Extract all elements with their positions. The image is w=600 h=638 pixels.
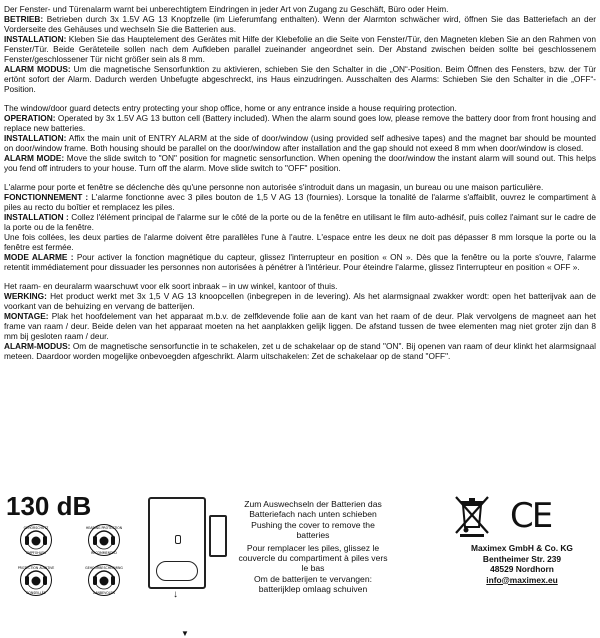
french-intro: L'alarme pour porte et fenêtre se déclenche dès qu'une personne non autorisée s'introduit dans un magasin, un bureau ou une maison particulière. [4,182,544,192]
dutch-werking [4,291,596,311]
decibel-label: 130 dB [6,491,92,521]
battery-cover-icon [156,561,198,638]
german-installation-text: Kleben Sie das Hauptelement des Gerätes mit Hilfe der Klebefolie an die Seite von Fenster/Tür, den Magneten kleben Sie an den Rahmen von Fenster/Tür. Beide Geräteteile sollen nach dem Aufkleben parallel zueinander angeordnet sein. Der Abstand zwischen beiden sollte bei geschlossenem Fenster/geschlossener Tür nicht größer sein als 8 mm. [4,34,596,64]
dutch-intro: Het raam- en deuralarm waarschuwt voor elk soort inbraak – in uw winkel, kantoor of thuis. [4,281,338,291]
company-name: Maximex GmbH & Co. KG [471,543,573,553]
german-alarm [4,64,596,94]
german-installation [4,34,596,64]
english-intro: The window/door guard detects entry protecting your shop office, home or any entrance inside a house requiring protection. [4,103,457,113]
device-button-icon [175,535,181,544]
hearing-badge-en [74,523,134,557]
hearing-badge-top-text: PROTECTION AUDITIVE [17,566,55,570]
battery-instructions-nl: Om de batterijen te vervangen: batterijklep omlaag schuiven [254,573,372,595]
company-city: 48529 Nordhorn [490,564,554,574]
magnet-bar-illustration [209,515,227,557]
english-installation-text: Affix the main unit of ENTRY ALARM at the side of door/window (using provided self adhesive tapes) and the magnet bar should be mounted on door/window frame. Both housing should be parallel on the door/window after installation and the gap should not exeed 8 mm when door/window is closed. [4,133,596,153]
english-installation-label: INSTALLATION: [4,133,67,143]
german-alarm-text: Um die magnetische Sensorfunktion zu aktivieren, schieben Sie den Schalter in die „ON“-Position. Beim Öffnen des Fensters, bzw. der Tür ertönt sofort der Alarm. Dadurch werden Unbefugte abgeschreckt, ins Haus einzudringen. Ausschalten des Alarms: Schieben Sie den Schalter in die „OFF“-Position. [4,64,597,94]
section-english [4,103,596,173]
battery-instructions-de: Zum Auswechseln der Batterien das Batteriefach nach unten schieben [244,499,382,520]
english-operation-text: Operated by 3x 1.5V AG 13 button cell (Battery included). When the alarm sound goes low, please remove the battery door from front housing and replace new batteries. [4,113,596,133]
german-betrieb [4,14,596,34]
company-address [448,543,596,585]
door-alarm-device-illustration [148,497,206,638]
english-installation [4,133,596,153]
company-street: Bentheimer Str. 239 [482,553,562,564]
battery-instructions-fr: Pour remplacer les piles, glissez le couvercle du compartiment à piles vers le bas [238,542,388,574]
hearing-badge-bottom-text: EMPFOHLEN [26,551,46,555]
french-mode-label: MODE ALARME : [4,252,74,262]
french-installation [4,212,596,232]
dutch-alarm [4,341,596,361]
dutch-montage-label: MONTAGE: [4,311,49,321]
battery-instructions [238,499,388,595]
dutch-alarm-label: ALARM-MODUS: [4,341,71,351]
english-alarm-label: ALARM MODE: [4,153,65,163]
french-installation-2: Une fois collées, les deux parties de l'alarme doivent être parallèles l'une à l'autre. L'espace entre les deux ne doit pas dépasser 8 mm lorsque la porte ou la fenêtre est fermée. [4,232,596,252]
french-mode-text: Pour activer la fonction magnétique du capteur, glissez l'interrupteur en position « ON ». Dès que la fenêtre ou la porte s'ouvre, l'alarme retentit immédiatement pour dissuader les personnes non autorisées à pénétrer à l'intérieur. Pour éteindre l'alarme, glissez l'interrupteur en position « OFF ». [4,252,596,272]
french-installation-label: INSTALLATION : [4,212,69,222]
german-alarm-label: ALARM MODUS: [4,64,71,74]
ear-protection-icon [6,523,66,557]
hearing-badge-bottom-text: AANBEVOLEN [93,591,115,595]
german-intro: Der Fenster- und Türenalarm warnt bei unberechtigtem Eindringen in jeder Art von Zugang zu Geschäft, Büro oder Heim. [4,4,449,14]
dutch-werking-label: WERKING: [4,291,47,301]
dutch-alarm-text: Om de magnetische sensorfunctie in te schakelen, zet u de schakelaar op de stand "ON". Bij openen van raam of deur klinkt het alarmsignaal meteen. Daardoor worden mogelijke onbevoegden afgeschrikt. Alarm uitschakelen: Zet de schakelaar op de stand "OFF". [4,341,596,361]
dutch-montage [4,311,596,341]
english-alarm [4,153,596,173]
ce-mark: CE [510,496,552,536]
hearing-badge-top-text: GEHÖRSCHUTZ [23,526,49,530]
dutch-werking-text: Het product werkt met 3x 1,5 V AG 13 knoopcellen (inbegrepen in de levering). Als het alarmsignaal zwakker wordt: open het batterijvak aan de voorkant van de behuizing en vervang de batterijen. [4,291,596,311]
french-fonction-text: L'alarme fonctionne avec 3 piles bouton de 1,5 V AG 13 (fournies). Lorsque la tonalité de l'alarme s'affaiblit, ouvrez le compartiment à piles au recto du boîtier et remplacez les piles. [4,192,596,212]
french-fonction [4,192,596,212]
hearing-badge-bottom-text: RECOMMENDED [91,551,117,555]
ear-protection-icon [74,523,134,557]
english-operation-label: OPERATION: [4,113,56,123]
hearing-badge-top-text: GEHOORBESCHERMING [85,566,123,570]
ear-protection-icon [6,563,66,597]
german-installation-label: INSTALLATION: [4,34,67,44]
company-email: info@maximex.eu [486,574,558,585]
german-betrieb-text: Betrieben durch 3x 1.5V AG 13 Knopfzelle (im Lieferumfang enthalten). Wenn der Alarmton schwächer wird, öffnen Sie das Batteriefach an der Vorderseite des Gehäuses und wechseln Sie die Batterien aus. [4,14,597,34]
french-fonction-label: FONCTIONNEMENT : [4,192,89,202]
hearing-badge-nl [74,563,134,597]
dutch-montage-text: Plak het hoofdelement van het apparaat m.b.v. de zelfklevende folie aan de kant van het raam of de deur. Plak vervolgens de magneet aan het frame van raam / deur. Beide delen van het apparaat moeten na het aanplakken gelijk liggen. De afstand tussen de twee elementen mag niet groter zijn dan 8 mm bij gesloten raam / deur. [4,311,596,341]
french-installation-text: Collez l'élément principal de l'alarme sur le côté de la porte ou de la fenêtre en utilisant le film auto-adhésif, puis collez l'aimant sur le cadre de la porte ou de la fenêtre. [4,212,596,232]
hearing-badge-de [6,523,66,557]
battery-instructions-en: Pushing the cover to remove the batteries [251,519,375,541]
footer-strip [0,491,600,638]
hearing-badge-bottom-text: CONSEILLÉE [26,591,46,595]
hearing-badge-top-text: HEARING PROTECTION [85,526,123,530]
french-mode [4,252,596,272]
english-alarm-text: Move the slide switch to "ON" position for magnetic sensorfunction. When opening the door/window the instant alarm will sound out. This helps you fend off intruders to your house. Turn off the alarm. Move slide switch to "OFF" position. [4,153,596,173]
section-french [4,182,596,272]
slide-arrow-icon: ▼ [181,629,189,638]
crossed-out-wheelie-bin-icon [452,493,492,537]
down-arrow-icon: ↓ [173,589,178,600]
german-betrieb-label: BETRIEB: [4,14,44,24]
hearing-badge-fr [6,563,66,597]
section-dutch [4,281,596,361]
ear-protection-icon [74,563,134,597]
section-german [4,4,596,94]
english-operation [4,113,596,133]
